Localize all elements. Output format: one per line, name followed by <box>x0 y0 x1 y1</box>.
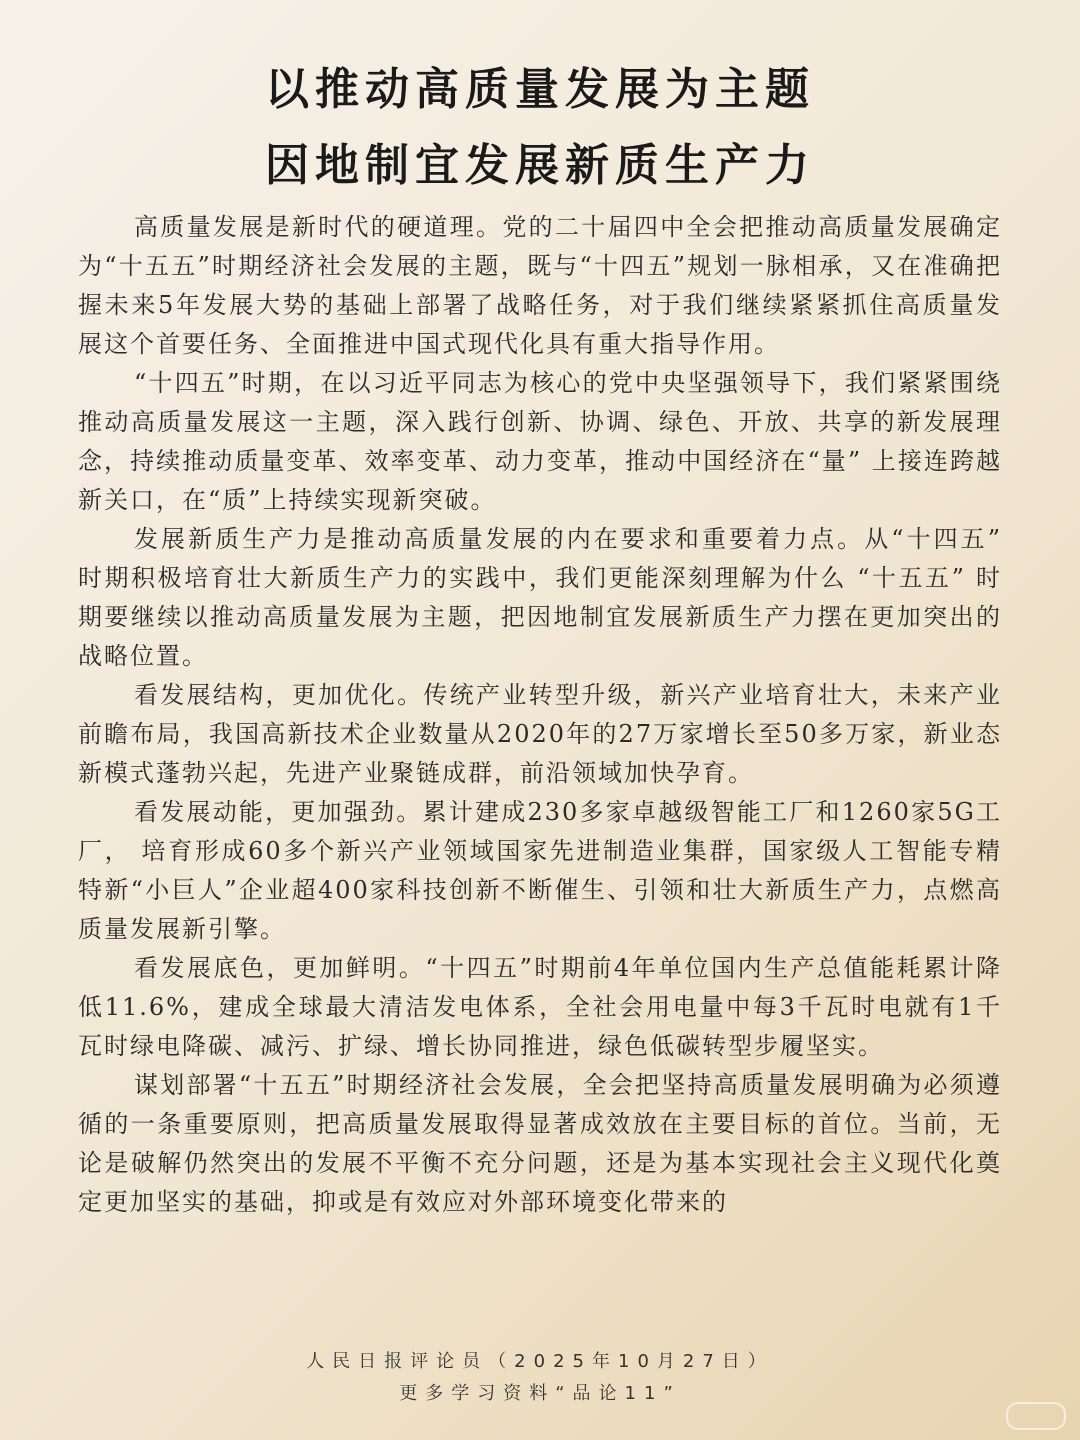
paragraph: 高质量发展是新时代的硬道理。党的二十届四中全会把推动高质量发展确定为“十五五”时期经济社会发展的主题，既与“十四五”规划一脉相承，又在准确把握未来5年发展大势的基础上部署了战略任务，对于我们继续紧紧抓住高质量发展这个首要任务、全面推进中国式现代化具有重大指导作用。 <box>78 213 1002 358</box>
footer-note: 更多学习资料“品论11” <box>399 1383 681 1404</box>
paragraph: 看发展动能，更加强劲。累计建成230多家卓越级智能工厂和1260家5G工厂， 培育形成60多个新兴产业领域国家先进制造业集群，国家级人工智能专精特新“小巨人”企业超400家科技创新不断催生、引领和壮大新质生产力，点燃高质量发展新引擎。 <box>78 798 1002 943</box>
byline: 人民日报评论员（2025年10月27日） <box>306 1351 774 1372</box>
watermark-badge <box>1006 1402 1066 1430</box>
paragraph: “十四五”时期，在以习近平同志为核心的党中央坚强领导下，我们紧紧围绕推动高质量发展这一主题，深入践行创新、协调、绿色、开放、共享的新发展理念，持续推动质量变革、效率变革、动力变革，推动中国经济在“量” 上接连跨越新关口，在“质”上持续实现新突破。 <box>78 369 1002 514</box>
paragraph: 看发展底色，更加鲜明。“十四五”时期前4年单位国内生产总值能耗累计降低11.6%，建成全球最大清洁发电体系，全社会用电量中每3千瓦时电就有1千瓦时绿电降碳、减污、扩绿、增长协同推进，绿色低碳转型步履坚实。 <box>78 954 1002 1060</box>
footer <box>0 1346 1080 1410</box>
paragraph: 看发展结构，更加优化。传统产业转型升级，新兴产业培育壮大，未来产业前瞻布局，我国高新技术企业数量从2020年的27万家增长至50多万家，新业态新模式蓬勃兴起，先进产业聚链成群，前沿领域加快孕育。 <box>78 681 1002 787</box>
article-body <box>78 208 1002 1222</box>
title-line-1: 以推动高质量发展为主题 <box>265 64 815 115</box>
paragraph: 发展新质生产力是推动高质量发展的内在要求和重要着力点。从“十四五” 时期积极培育壮大新质生产力的实践中，我们更能深刻理解为什么 “十五五” 时期要继续以推动高质量发展为主题，把因地制宜发展新质生产力摆在更加突出的战略位置。 <box>78 525 1002 670</box>
paragraph: 谋划部署“十五五”时期经济社会发展，全会把坚持高质量发展明确为必须遵循的一条重要原则，把高质量发展取得显著成效放在主要目标的首位。当前，无论是破解仍然突出的发展不平衡不充分问题，还是为基本实现社会主义现代化奠定更加坚实的基础，抑或是有效应对外部环境变化带来的 <box>78 1071 1002 1216</box>
title-line-2: 因地制宜发展新质生产力 <box>265 140 815 191</box>
article-title <box>0 52 1080 204</box>
